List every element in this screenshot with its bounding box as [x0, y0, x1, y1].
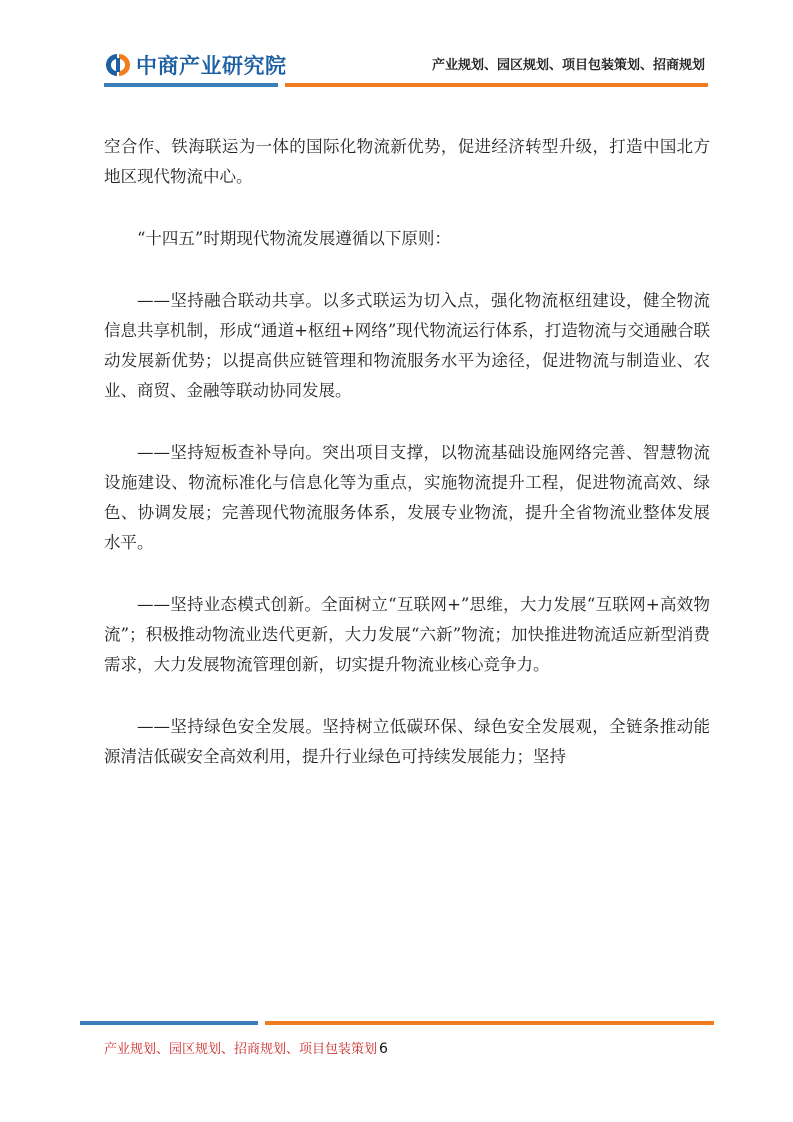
- footer-tagline: 产业规划、园区规划、招商规划、项目包装策划: [104, 1042, 378, 1057]
- header-rule-orange: [285, 83, 708, 87]
- footer-rule-orange: [265, 1021, 714, 1025]
- header-tagline: 产业规划、园区规划、项目包装策划、招商规划: [431, 58, 705, 73]
- logo: [104, 50, 287, 80]
- header-rule-blue: [104, 83, 278, 87]
- paragraph-principle-green: ——坚持绿色安全发展。坚持树立低碳环保、绿色安全发展观，全链条推动能源清洁低碳安全高效利用，提升行业绿色可持续发展能力；坚持: [104, 717, 710, 766]
- paragraph-principle-innovation: ——坚持业态模式创新。全面树立“互联网+”思维，大力发展“互联网+高效物流”；积极推动物流业迭代更新，大力发展“六新”物流；加快推进物流适应新型消费需求，大力发展物流管理创新，切实提升物流业核心竞争力。: [104, 595, 710, 674]
- paragraph-principle-integration: ——坚持融合联动共享。以多式联运为切入点，强化物流枢纽建设，健全物流信息共享机制，形成“通道+枢纽+网络”现代物流运行体系，打造物流与交通融合联动发展新优势；以提高供应链管理和物流服务水平为途径，促进物流与制造业、农业、商贸、金融等联动协同发展。: [104, 291, 710, 400]
- paragraph-continuation: 空合作、铁海联运为一体的国际化物流新优势，促进经济转型升级，打造中国北方地区现代物流中心。: [104, 137, 710, 186]
- footer: [104, 1038, 388, 1057]
- paragraph-principle-shortboard: ——坚持短板查补导向。突出项目支撑，以物流基础设施网络完善、智慧物流设施建设、物流标准化与信息化等为重点，实施物流提升工程，促进物流高效、绿色、协调发展；完善现代物流服务体系，发展专业物流，提升全省物流业整体发展水平。: [104, 443, 710, 552]
- page-number: 6: [379, 1041, 388, 1057]
- paragraph-principles-intro: “十四五”时期现代物流发展遵循以下原则：: [137, 229, 451, 248]
- logo-text: 中商产业研究院: [136, 54, 287, 78]
- footer-rule-blue: [80, 1021, 258, 1025]
- document-body: [104, 132, 710, 804]
- logo-icon: [104, 52, 130, 78]
